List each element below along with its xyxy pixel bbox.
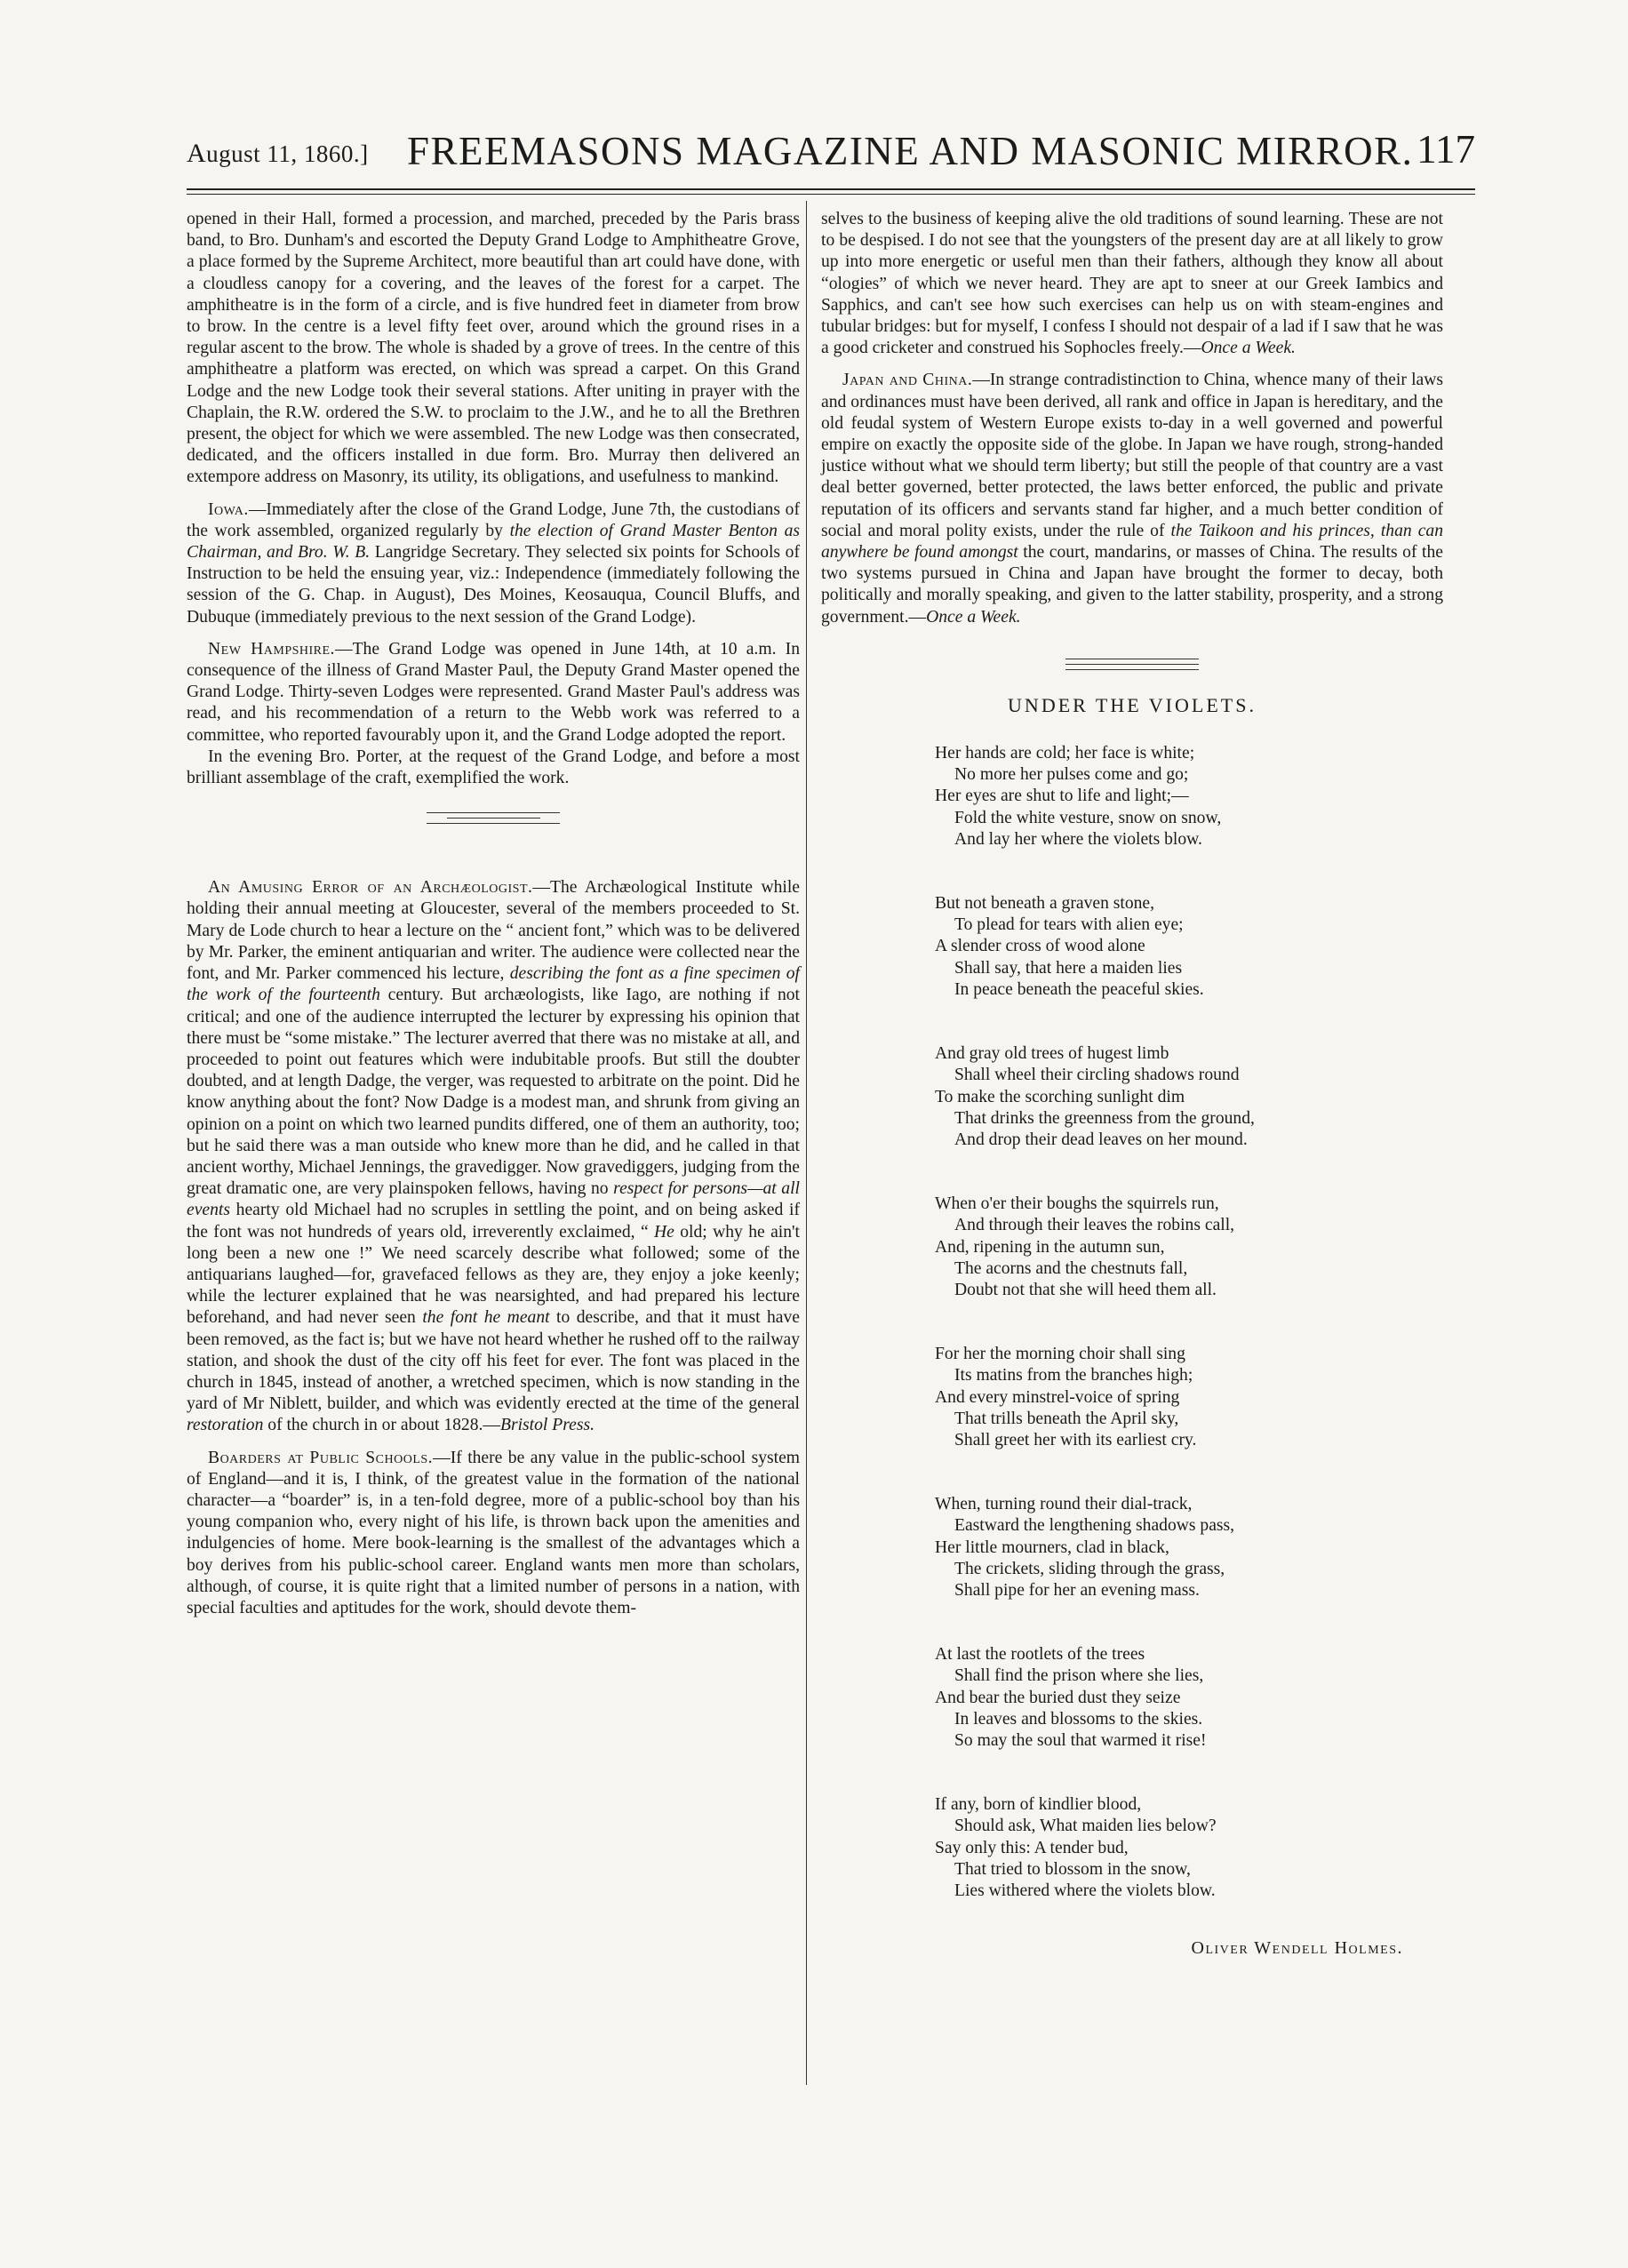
italic-run: the Taikoon and his princes, than can anywhere be found amongst [821,521,1443,563]
article-paragraph: opened in their Hall, formed a procession, and marched, preceded by the Paris brass band, to Bro. Dunham's and escorted the Deputy Grand Lodge to Amphitheatre Grove, a place formed by the Supreme Architect, more beautiful than art could have done, with a cloudless canopy for a covering, and the leaves of the forest for a carpet. The amphitheatre is in the form of a circle, and is five hundred feet in diameter from brow to brow. In the centre is a level fifty feet over, around which the ground rises in a regular ascent to the brow. The whole is shaded by a grove of trees. In the centre of this amphitheatre a platform was erected, on which was spread a carpet. On this Grand Lodge and the new Lodge took their several stations. After uniting in prayer with the Chaplain, the R.W. ordered the S.W. to proclaim to the J.W., and he to all the Brethren present, the object for which we were assembled. The new Lodge was then consecrated, dedicated, and the officers installed in due form. Bro. Murray then delivered an extempore address on Masonry, its utility, its obligations, and usefulness to mankind. [187,210,800,487]
new-hampshire-paragraph [187,639,800,747]
poem-line: And every minstrel-voice of spring [935,1387,1180,1407]
poem-line: Her hands are cold; her face is white; [935,744,1195,763]
poem-line: No more her pulses come and go; [954,765,1189,785]
publication-title: FREEMASONS MAGAZINE AND MASONIC MIRROR. [407,129,1414,173]
text-run: selves to the business of keeping alive the old traditions of sound learning. These are not to be despised. I do not see that the youngsters of the present day are at all likely to grow up into more energetic or useful men than their fathers, although they know all about “ologies” of which we never heard. They are apt to sneer at our Greek Iambics and Sapphics, and can't see how such exercises can help us on with steam-engines and tubular bridges: but for myself, I confess I should not despair of a lad if I saw that he was a good cricketer and construed his Sophocles freely.— [821,210,1443,358]
poem-title: UNDER THE VIOLETS. [1008,693,1257,716]
boarders-continued [821,209,1443,359]
section-head: New Hampshire. [208,639,335,659]
poem-line: In peace beneath the peaceful skies. [954,979,1204,999]
poem-line: And through their leaves the robins call, [954,1216,1235,1235]
text-run: —The Archæological Institute while holding their annual meeting at Gloucester, several of the members proceeded to St. Mary de Lode church to hear a lecture on the “ ancient font,” which was to be delivered by Mr. Parker, the eminent antiquarian and writer. The audience were collected near the font, and Mr. Parker commenced his lecture, [187,878,800,984]
section-head: Japan and China. [842,371,973,390]
poem-line: That tried to blossom in the snow, [954,1859,1191,1879]
italic-run: respect for persons—at all events [187,1179,800,1220]
poem-line: To make the scorching sunlight dim [935,1087,1185,1106]
poem-line: And, ripening in the autumn sun, [935,1237,1165,1257]
poem-line: The crickets, sliding through the grass, [954,1559,1225,1578]
text-run: —The Grand Lodge was opened in June 14th, at 10 a.m. In consequence of the illness of Grand Master Paul, the Deputy Grand Master opened the Grand Lodge. Thirty-seven Lodges were represented. Grand Master Paul's address was read, and his recommendation of a return to the Webb work was referred to a committee, who reported favourably upon it, and the Grand Lodge adopted the report. [187,639,800,745]
poem-author: Oliver Wendell Holmes. [1191,1938,1403,1959]
issue-date: August 11, 1860.] [187,139,369,168]
poem-line: Eastward the lengthening shadows pass, [954,1516,1235,1536]
poem-line: When o'er their boughs the squirrels run, [935,1194,1219,1214]
new-hampshire-paragraph-2: In the evening Bro. Porter, at the request of the Grand Lodge, and before a most brilliant assemblage of the craft, exemplified the work. [187,747,800,788]
poem-line: The acorns and the chestnuts fall, [954,1258,1188,1278]
section-separator [427,812,560,824]
text-run: —If there be any value in the public-school system of England—and it is, I think, of the greatest value in the formation of the national character—a “boarder” is, in a ten-fold degree, more of a public-school boy than his young companion who, every night of his life, is thrown back upon the amenities and indulgencies of home. Mere book-learning is the smallest of the advantages which a boy derives from his public-school career. England wants men more than scholars, although, of course, it is quite right that a limited number of persons in a nation, with special faculties and aptitudes for the work, should devote them- [187,1448,801,1617]
poem-line: To plead for tears with alien eye; [954,915,1184,935]
source-attribution: Bristol Press. [500,1416,595,1435]
poem-line: That trills beneath the April sky, [954,1409,1179,1428]
archaeologist-paragraph [187,877,800,1436]
section-head: Boarders at Public Schools. [208,1448,434,1467]
section-head: Iowa. [208,499,249,519]
column-divider [806,201,807,2085]
page-number: 117 [1417,127,1475,172]
italic-run: the election of Grand Master Benton as Chairman, and Bro. W. B. [187,521,800,563]
poem [935,743,1379,1902]
poem-line: Shall greet her with its earliest cry. [954,1430,1197,1449]
iowa-paragraph [187,499,800,628]
poem-line: A slender cross of wood alone [935,937,1145,956]
text-run: Langridge Secretary. They selected six points for Schools of Instruction to be held the ensuing year, viz.: Independence (immediately following the session of the G. Chap. in August), Des Moines, Keosauqua, Council Bluffs, and Dubuque (immediately previous to the next session of the Grand Lodge). [187,543,800,627]
text-run: old; why he ain't long been a new one !” We need scarcely describe what followed; some of the antiquarians laughed—for, gravefaced fellows as they are, they enjoy a joke keenly; while the lecturer explained that he was nearsighted, and had prepared his lecture beforehand, and had never seen [187,1222,800,1328]
poem-line: Shall pipe for her an evening mass. [954,1580,1200,1600]
page-header [187,124,1475,178]
poem-stanza [935,743,1379,850]
header-rule-thin [187,194,1475,195]
text-run: —In strange contradistinction to China, whence many of their laws and ordinances must have been derived, all rank and office in Japan is hereditary, and the old feudal system of Western Europe exists to-day in a well governed and powerful empire on exactly the opposite side of the globe. In Japan we have rough, strong-handed justice without what we should term liberty; but still the people of that country are a vast deal better governed, better protected, the laws better enforced, the public and private reputation of its officers and servants stand far higher, and a much better condition of social and moral polity exists, under the rule of [821,371,1444,540]
poem-line: When, turning round their dial-track, [935,1495,1193,1514]
poem-line: And gray old trees of hugest limb [935,1044,1169,1064]
source-attribution: Once a Week. [926,607,1021,627]
poem-line: Lies withered where the violets blow. [954,1881,1216,1900]
poem-line: In leaves and blossoms to the skies. [954,1709,1203,1729]
poem-stanza [935,1344,1379,1451]
italic-run: He [654,1222,674,1242]
japan-china-paragraph [821,370,1443,627]
poem-line: Shall find the prison where she lies, [954,1666,1204,1686]
poem-stanza [935,1194,1379,1301]
text-run: the court, mandarins, or masses of China. The results of the two systems pursued in China and Japan have brought the former to decay, both politically and morally speaking, and given to the latter stability, prosperity, and a strong government.— [821,543,1443,627]
poem-line: And drop their dead leaves on her mound. [954,1130,1248,1149]
section-head: An Amusing Error of an Archæologist. [208,878,533,898]
poem-line: But not beneath a graven stone, [935,894,1155,914]
poem-stanza [935,893,1379,1001]
poem-line: Should ask, What maiden lies below? [954,1817,1217,1836]
source-attribution: Once a Week. [1201,339,1296,358]
poem-line: Shall wheel their circling shadows round [954,1066,1240,1085]
poem-line: That drinks the greenness from the ground, [954,1108,1255,1128]
poem-line: And bear the buried dust they seize [935,1688,1181,1707]
poem-line: Her eyes are shut to life and light;— [935,787,1189,806]
poem-line: Doubt not that she will heed them all. [954,1280,1217,1299]
boarders-paragraph [187,1448,800,1620]
left-column [187,209,800,1630]
text-run: of the church in or about 1828.— [263,1416,501,1435]
poem-stanza [935,1794,1379,1902]
text-run: —Immediately after the close of the Grand Lodge, June 7th, the custodians of the work assembled, organized regularly by [187,499,800,540]
section-separator [1065,659,1199,670]
poem-line: Fold the white vesture, snow on snow, [954,808,1222,827]
text-run: century. But archæologists, like Iago, are nothing if not critical; and one of the audience interrupted the lecturer by expressing his opinion that there must be “some mistake.” The lecturer averred that there was no mistake at all, and proceeded to point out features which were indubitable proofs. But still the doubter doubted, and at length Dadge, the verger, was requested to arbitrate on the point. Did he know anything about the font? Now Dadge is a modest man, and shrunk from giving an opinion on a point on which two learned pundits differed, one of them an authority, too; but he said there was a man outside who knew more than he did, and he called in that ancient worthy, Michael Jennings, the gravedigger. Now gravediggers, judging from the great dramatic one, are very plainspoken fellows, having no [187,986,800,1199]
right-column [821,209,1443,1959]
poem-stanza [935,1644,1379,1752]
poem-line: At last the rootlets of the trees [935,1645,1145,1665]
italic-run: restoration [187,1416,264,1435]
italic-run: describing the font as a fine specimen of the work of the fourteenth [187,964,800,1005]
poem-line: If any, born of kindlier blood, [935,1795,1142,1815]
poem-stanza [935,1494,1379,1601]
poem-line: Her little mourners, clad in black, [935,1537,1169,1557]
poem-stanza [935,1043,1379,1151]
poem-line: Shall say, that here a maiden lies [954,958,1183,978]
text-run: hearty old Michael had no scruples in settling the point, and on being asked if the font was not hundreds of years old, irreverently exclaimed, “ [187,1201,800,1242]
poem-line: For her the morning choir shall sing [935,1345,1185,1364]
poem-line: And lay her where the violets blow. [954,829,1202,849]
poem-line: Its matins from the branches high; [954,1366,1193,1386]
poem-line: Say only this: A tender bud, [935,1838,1129,1857]
poem-line: So may the soul that warmed it rise! [954,1730,1207,1750]
italic-run: the font he meant [422,1308,550,1328]
header-rule [187,188,1475,190]
text-run: to describe, and that it must have been removed, as the fact is; but we have not heard whether he rushed off to the railway station, and shook the dust of the city off his feet for ever. The font was placed in the church in 1845, instead of another, a wretched specimen, which is now standing in the yard of Mr Niblett, builder, and which was evidently erected at the time of the general [187,1308,800,1414]
